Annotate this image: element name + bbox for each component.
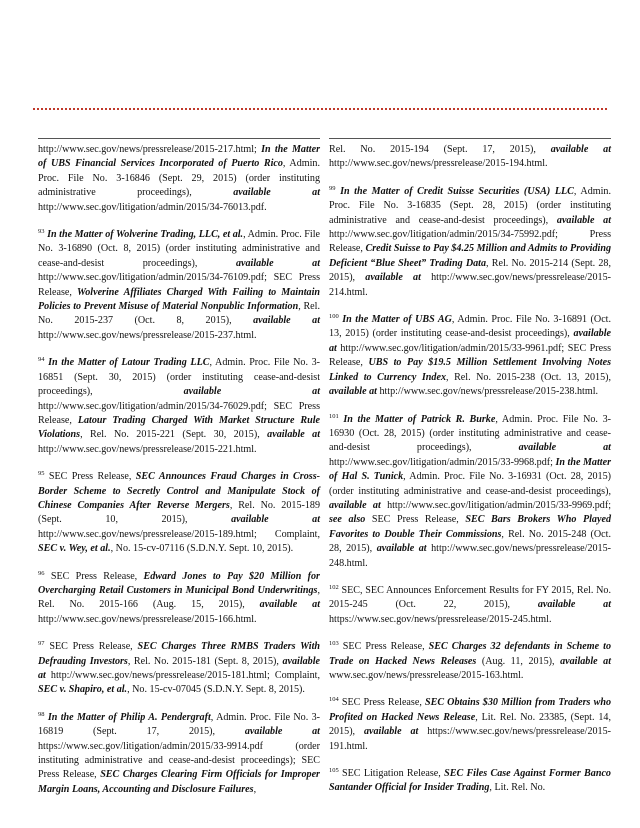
- footnote: [38, 570, 320, 628]
- footnote-italic-text: available at: [329, 386, 377, 398]
- footnote-separator-left: [38, 138, 320, 139]
- footnote-italic-text: In the Matter of UBS Financial Services Incorporated of Puerto Rico: [38, 144, 320, 170]
- footnote-italic-text: In the Matter of Hal S. Tunick: [329, 456, 611, 483]
- footnote-text: , Lit. Rel. No. 23385, (Sept. 14, 2015),: [329, 711, 611, 738]
- footnote: [38, 640, 320, 698]
- footnote-text: http://www.sec.gov/litigation/admin/2015/34-75992.pdf; Press Release,: [329, 229, 611, 255]
- footnote-text: SEC Press Release,: [48, 471, 136, 483]
- footnote-italic-text: SEC Charges 32 defendants in Scheme to Trade on Hacked News Releases: [329, 641, 611, 667]
- footnote-text: , Admin. Proc. File No. 3-16835 (Sept. 28, 2015) (order instituting administrative and cease-and-desist proceedings),: [329, 185, 611, 226]
- footnote-text: (Aug. 11, 2015),: [476, 655, 561, 667]
- footnote-number: 95: [38, 470, 45, 478]
- footnote: [38, 228, 320, 343]
- footnote-italic-text: available at: [365, 272, 421, 284]
- footnote-text: SEC, SEC Announces Enforcement Results for FY 2015, Rel. No. 2015-245 (Oct. 22, 2015),: [329, 584, 611, 611]
- footnote-text: , Rel. No. 2015-214 (Sept. 28, 2015),: [329, 257, 611, 284]
- footnote-italic-text: In the Matter of Patrick R. Burke: [343, 413, 496, 425]
- footnote-italic-text: available at: [537, 599, 612, 611]
- footnote-text: , No. 15-cv-07116 (S.D.N.Y. Sept. 10, 2015).: [110, 543, 294, 555]
- footnote-text: ,: [253, 783, 257, 795]
- footnote-text: http://www.sec.gov/news/pressrelease/2015-181.html; Complaint,: [45, 670, 320, 681]
- footnote-italic-text: SEC Bars Brokers Who Played Favorites to Double Their Commissions: [329, 514, 611, 540]
- footnote: [329, 640, 611, 683]
- footnote-text: , Admin. Proc. File No. 3-16891 (Oct. 13, 2015) (order instituting cease-and-desist proceedings),: [329, 314, 611, 340]
- footnote-text: http://www.sec.gov/news/pressrelease/2015-221.html.: [38, 443, 257, 455]
- footnote-italic-text: SEC Files Case Against Former Banco Santander Official for Insider Trading: [329, 768, 611, 794]
- footnote-italic-text: Wolverine Affiliates Charged With Failing to Maintain Policies to Prevent Misuse of Material Nonpublic Information: [38, 286, 320, 313]
- footnote: [38, 470, 320, 556]
- footnote-text: , Admin. Proc. File No. 3-16819 (Sept. 17, 2015),: [38, 711, 320, 738]
- footnote-number: 100: [329, 313, 339, 321]
- footnote-text: http://www.sec.gov/news/pressrelease/2015-217.html;: [38, 144, 262, 155]
- footnote-text: SEC Press Release,: [341, 697, 425, 709]
- footnote-text: http://www.sec.gov/litigation/admin/2015/34-76109.pdf; SEC Press Release,: [38, 272, 320, 298]
- footnote-text: , Admin. Proc. File No. 3-16890 (Oct. 8, 2015) (order instituting administrative and cease-and-desist proceedings),: [38, 229, 321, 269]
- footnote-italic-text: Edward Jones to Pay $20 Million for Overcharging Retail Customers in Municipal Bond Underwritings: [38, 570, 320, 596]
- footnote-text: http://www.sec.gov/litigation/admin/2015/33-9961.pdf; SEC Press Release,: [329, 342, 611, 369]
- footnote-italic-text: UBS to Pay $19.5 Million Settlement Involving Notes Linked to Currency Index: [329, 357, 612, 383]
- footnotes-left-column: [38, 138, 320, 810]
- footnote: [329, 313, 611, 399]
- footnote-text: http://www.sec.gov/news/pressrelease/2015-214.html.: [329, 272, 611, 298]
- footnote-text: SEC Press Release,: [49, 641, 138, 653]
- footnote-italic-text: available at: [231, 514, 321, 526]
- footnote-number: 97: [38, 640, 45, 648]
- footnote: [38, 356, 320, 457]
- footnote: [38, 711, 320, 797]
- footnote-italic-text: available at: [233, 187, 320, 199]
- footnote: [329, 185, 611, 300]
- footnote-italic-text: available at: [267, 429, 321, 441]
- footnote-italic-text: available at: [329, 499, 381, 511]
- footnote-text: http://www.sec.gov/news/pressrelease/2015-166.html.: [38, 613, 257, 625]
- footnote-italic-text: SEC Obtains $30 Million from Traders who Profited on Hacked News Release: [329, 697, 611, 723]
- footnotes-right-column: [329, 138, 611, 809]
- footnote-text: , Admin. Proc. File No. 3-16846 (Sept. 29, 2015) (order instituting administrative proceedings),: [38, 158, 320, 199]
- footnote-italic-text: available at: [376, 543, 427, 555]
- footnote-text: http://www.sec.gov/litigation/admin/2015/33-9968.pdf;: [329, 456, 556, 468]
- footnote-italic-text: In the Matter of Wolverine Trading, LLC, et al.: [47, 229, 244, 241]
- footnote-text: , Rel. No. 2015-221 (Sept. 30, 2015),: [80, 429, 268, 441]
- footnote-list-left: [38, 143, 320, 797]
- footnote-italic-text: available at: [38, 655, 320, 681]
- footnote-text: https://www.sec.gov/litigation/admin/2015/33-9914.pdf (order instituting administrative and cease-and-desist proceedings); SEC Press Release,: [38, 740, 320, 781]
- footnote-italic-text: available at: [235, 257, 320, 269]
- footnote-text: http://www.sec.gov/news/pressrelease/2015-189.html; Complaint,: [38, 528, 320, 540]
- footnote-number: 99: [329, 184, 336, 192]
- footnote-text: , No. 15-cv-07045 (S.D.N.Y. Sept. 8, 2015).: [127, 684, 305, 696]
- footnote-text: , Rel. No. 2015-181 (Sept. 8, 2015),: [127, 655, 283, 667]
- footnote-text: http://www.sec.gov/news/pressrelease/2015-194.html.: [329, 158, 548, 170]
- footnote-text: Rel. No. 2015-194 (Sept. 17, 2015),: [329, 144, 551, 155]
- footnote: [329, 696, 611, 754]
- footnote-text: SEC Press Release,: [365, 514, 466, 526]
- footnote-text: https://www.sec.gov/news/pressrelease/2015-245.html.: [329, 613, 552, 625]
- footnote-number: 98: [38, 710, 45, 718]
- footnote-number: 93: [38, 228, 45, 236]
- footnote-italic-text: available at: [560, 655, 612, 667]
- footnote-text: http://www.sec.gov/news/pressrelease/2015-238.html.: [376, 386, 599, 398]
- footnote-number: 101: [329, 412, 339, 420]
- footnote: [329, 584, 611, 627]
- footnote-italic-text: In the Matter of UBS AG: [342, 314, 452, 326]
- footnote-italic-text: In the Matter of Latour Trading LLC: [48, 357, 210, 369]
- header-dotted-rule: [33, 108, 607, 110]
- footnote-text: SEC Press Release,: [342, 641, 429, 653]
- footnote-text: , Rel. No. 2015-237 (Oct. 8, 2015),: [38, 301, 320, 327]
- footnote-text: , Admin. Proc. File No. 3-16931 (Oct. 28, 2015) (order instituting administrative and cease-and-desist proceedings),: [329, 471, 611, 497]
- footnote-italic-text: In the Matter of Credit Suisse Securities (USA) LLC: [340, 185, 574, 197]
- footnote-number: 94: [38, 356, 45, 364]
- footnote-italic-text: available at: [253, 315, 320, 327]
- footnote-number: 104: [329, 696, 339, 704]
- footnote: [38, 143, 320, 215]
- footnote-text: http://www.sec.gov/news/pressrelease/2015-248.html.: [329, 543, 611, 569]
- footnote-text: https://www.sec.gov/news/pressrelease/2015-191.html.: [329, 726, 611, 752]
- footnote: [329, 413, 611, 571]
- footnote-text: http://www.sec.gov/litigation/admin/2015/34-76029.pdf; SEC Press Release,: [38, 400, 320, 426]
- footnote-italic-text: SEC v. Wey, et al.: [38, 543, 111, 555]
- footnote-italic-text: available at: [518, 442, 611, 454]
- footnote-italic-text: SEC Charges Three RMBS Traders With Defrauding Investors: [38, 641, 320, 667]
- footnote-text: , Rel. No. 2015-238 (Oct. 13, 2015),: [446, 371, 611, 383]
- footnote-italic-text: available at: [259, 599, 321, 611]
- footnote-number: 96: [38, 569, 45, 577]
- footnote-text: , Rel. No. 2015-248 (Oct. 28, 2015),: [329, 528, 611, 555]
- footnote-number: 103: [329, 640, 339, 648]
- footnote-italic-text: available at: [363, 726, 419, 738]
- footnote-italic-text: Latour Trading Charged With Market Structure Rule Violations: [38, 414, 320, 441]
- footnote: [329, 767, 611, 796]
- footnote: [329, 143, 611, 172]
- footnote-text: , Admin. Proc. File No. 3-16930 (Oct. 28, 2015) (order instituting administrative and cease-and-desist proceedings),: [329, 413, 611, 454]
- footnote-number: 102: [329, 583, 339, 591]
- footnote-text: , Rel. No. 2015-189 (Sept. 10, 2015),: [38, 499, 320, 526]
- footnote-text: , Lit. Rel. No.: [489, 782, 546, 794]
- footnote-text: , Rel. No. 2015-166 (Aug. 15, 2015),: [38, 584, 320, 611]
- footnote-text: http://www.sec.gov/news/pressrelease/2015-237.html.: [38, 329, 257, 341]
- footnote-text: SEC Press Release,: [50, 570, 144, 582]
- footnote-separator-right: [329, 138, 611, 139]
- footnote-number: 105: [329, 767, 339, 775]
- footnote-text: SEC Litigation Release,: [342, 768, 445, 780]
- footnote-italic-text: In the Matter of Philip A. Pendergraft: [47, 711, 211, 723]
- footnote-italic-text: see also: [329, 514, 366, 526]
- footnote-italic-text: available at: [550, 144, 612, 155]
- footnote-italic-text: available at: [244, 726, 320, 738]
- footnote-italic-text: available at: [556, 214, 611, 226]
- footnote-italic-text: Credit Suisse to Pay $4.25 Million and Admits to Providing Deficient “Blue Sheet” Trading Data: [329, 243, 611, 269]
- footnote-text: , Admin. Proc. File No. 3-16851 (Sept. 30, 2015) (order instituting cease-and-desist proceedings),: [38, 357, 320, 398]
- footnote-text: http://www.sec.gov/litigation/admin/2015/34-76013.pdf.: [38, 201, 267, 213]
- footnote-italic-text: SEC Charges Clearing Firm Officials for Improper Margin Loans, Accounting and Disclosure Failures: [38, 769, 320, 795]
- footnote-list-right: [329, 143, 611, 796]
- footnote-text: www.sec.gov/news/pressrelease/2015-163.html.: [329, 670, 524, 681]
- footnote-italic-text: available at: [183, 386, 320, 398]
- footnote-text: http://www.sec.gov/litigation/admin/2015/33-9969.pdf;: [380, 499, 611, 511]
- footnote-italic-text: SEC v. Shapiro, et al.: [38, 684, 128, 696]
- footnote-italic-text: SEC Announces Fraud Charges in Cross-Border Scheme to Secretly Control and Manipulate Stock of Chinese Companies After Reverse Mergers: [38, 471, 320, 511]
- footnote-italic-text: available at: [329, 328, 611, 354]
